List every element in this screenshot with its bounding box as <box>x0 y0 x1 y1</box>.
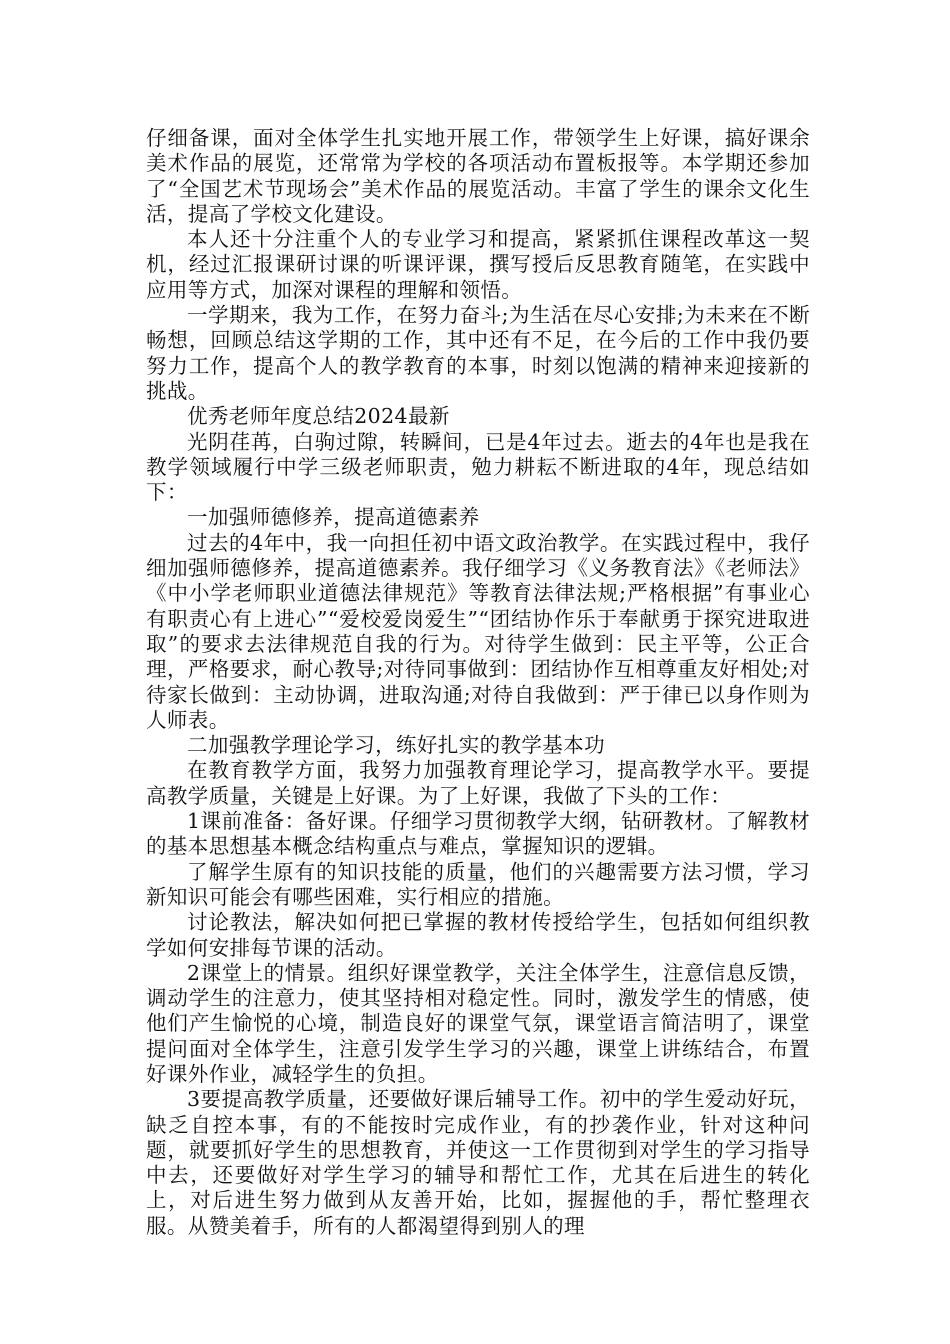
section-heading: 一加强师德修养，提高道德素养 <box>187 505 480 530</box>
section-heading: 二加强教学理论学习，练好扎实的教学基本功 <box>187 733 605 758</box>
paragraph: 一学期来，我为工作，在努力奋斗;为生活在尽心安排;为未来在不断畅想，回顾总结这学期的工作，其中还有不足，在今后的工作中我仍要努力工作，提高个人的教学教育的本事，时刻以饱满的精神来迎接新的挑战。 <box>146 303 810 403</box>
paragraph: 仔细备课，面对全体学生扎实地开展工作，带领学生上好课，搞好课余美术作品的展览，还常常为学校的各项活动布置板报等。本学期还参加了“全国艺术节现场会”美术作品的展览活动。丰富了学生的课余文化生活，提高了学校文化建设。 <box>146 126 810 226</box>
paragraph: 2课堂上的情景。组织好课堂教学，关注全体学生，注意信息反馈，调动学生的注意力，使其坚持相对稳定性。同时，激发学生的情感，使他们产生愉悦的心境，制造良好的课堂气氛，课堂语言简洁明了，课堂提问面对全体学生，注意引发学生学习的兴趣，课堂上讲练结合，布置好课外作业，减轻学生的负担。 <box>146 960 810 1086</box>
paragraph: 1课前准备：备好课。仔细学习贯彻教学大纲，钻研教材。了解教材的基本思想基本概念结构重点与难点，掌握知识的逻辑。 <box>146 809 810 859</box>
paragraph: 在教育教学方面，我努力加强教育理论学习，提高教学水平。要提高教学质量，关键是上好课。为了上好课，我做了下头的工作： <box>146 758 810 808</box>
paragraph: 讨论教法，解决如何把已掌握的教材传授给学生，包括如何组织教学如何安排每节课的活动。 <box>146 910 810 960</box>
paragraph: 本人还十分注重个人的专业学习和提高，紧紧抓住课程改革这一契机，经过汇报课研讨课的听课评课，撰写授后反思教育随笔，在实践中应用等方式，加深对课程的理解和领悟。 <box>146 227 810 302</box>
paragraph: 光阴荏苒，白驹过隙，转瞬间，已是4年过去。逝去的4年也是我在教学领域履行中学三级老师职责，勉力耕耘不断进取的4年，现总结如下： <box>146 429 810 505</box>
paragraph: 过去的4年中，我一向担任初中语文政治教学。在实践过程中，我仔细加强师德修养，提高道德素养。我仔细学习《义务教育法》《老师法》《中小学老师职业道德法律规范》等教育法律法规;严格根据”有事业心有职责心有上进心”“爱校爱岗爱生”“团结协作乐于奉献勇于探究进取进取”的要求去法律规范自我的行为。对待学生做到：民主平等，公正合理，严格要求，耐心教导;对待同事做到：团结协作互相尊重友好相处;对待家长做到：主动协调，进取沟通;对待自我做到：严于律已以身作则为人师表。 <box>146 530 810 732</box>
document-body <box>146 126 810 1239</box>
paragraph: 3要提高教学质量，还要做好课后辅导工作。初中的学生爱动好玩，缺乏自控本事，有的不能按时完成作业，有的抄袭作业，针对这种问题，就要抓好学生的思想教育，并使这一工作贯彻到对学生的学习指导中去，还要做好对学生学习的辅导和帮忙工作，尤其在后进生的转化上，对后进生努力做到从友善开始，比如，握握他的手，帮忙整理衣服。从赞美着手，所有的人都渴望得到别人的理 <box>146 1087 810 1238</box>
paragraph: 了解学生原有的知识技能的质量，他们的兴趣需要方法习惯，学习新知识可能会有哪些困难，实行相应的措施。 <box>146 859 810 909</box>
section-title: 优秀老师年度总结2024最新 <box>187 404 450 429</box>
